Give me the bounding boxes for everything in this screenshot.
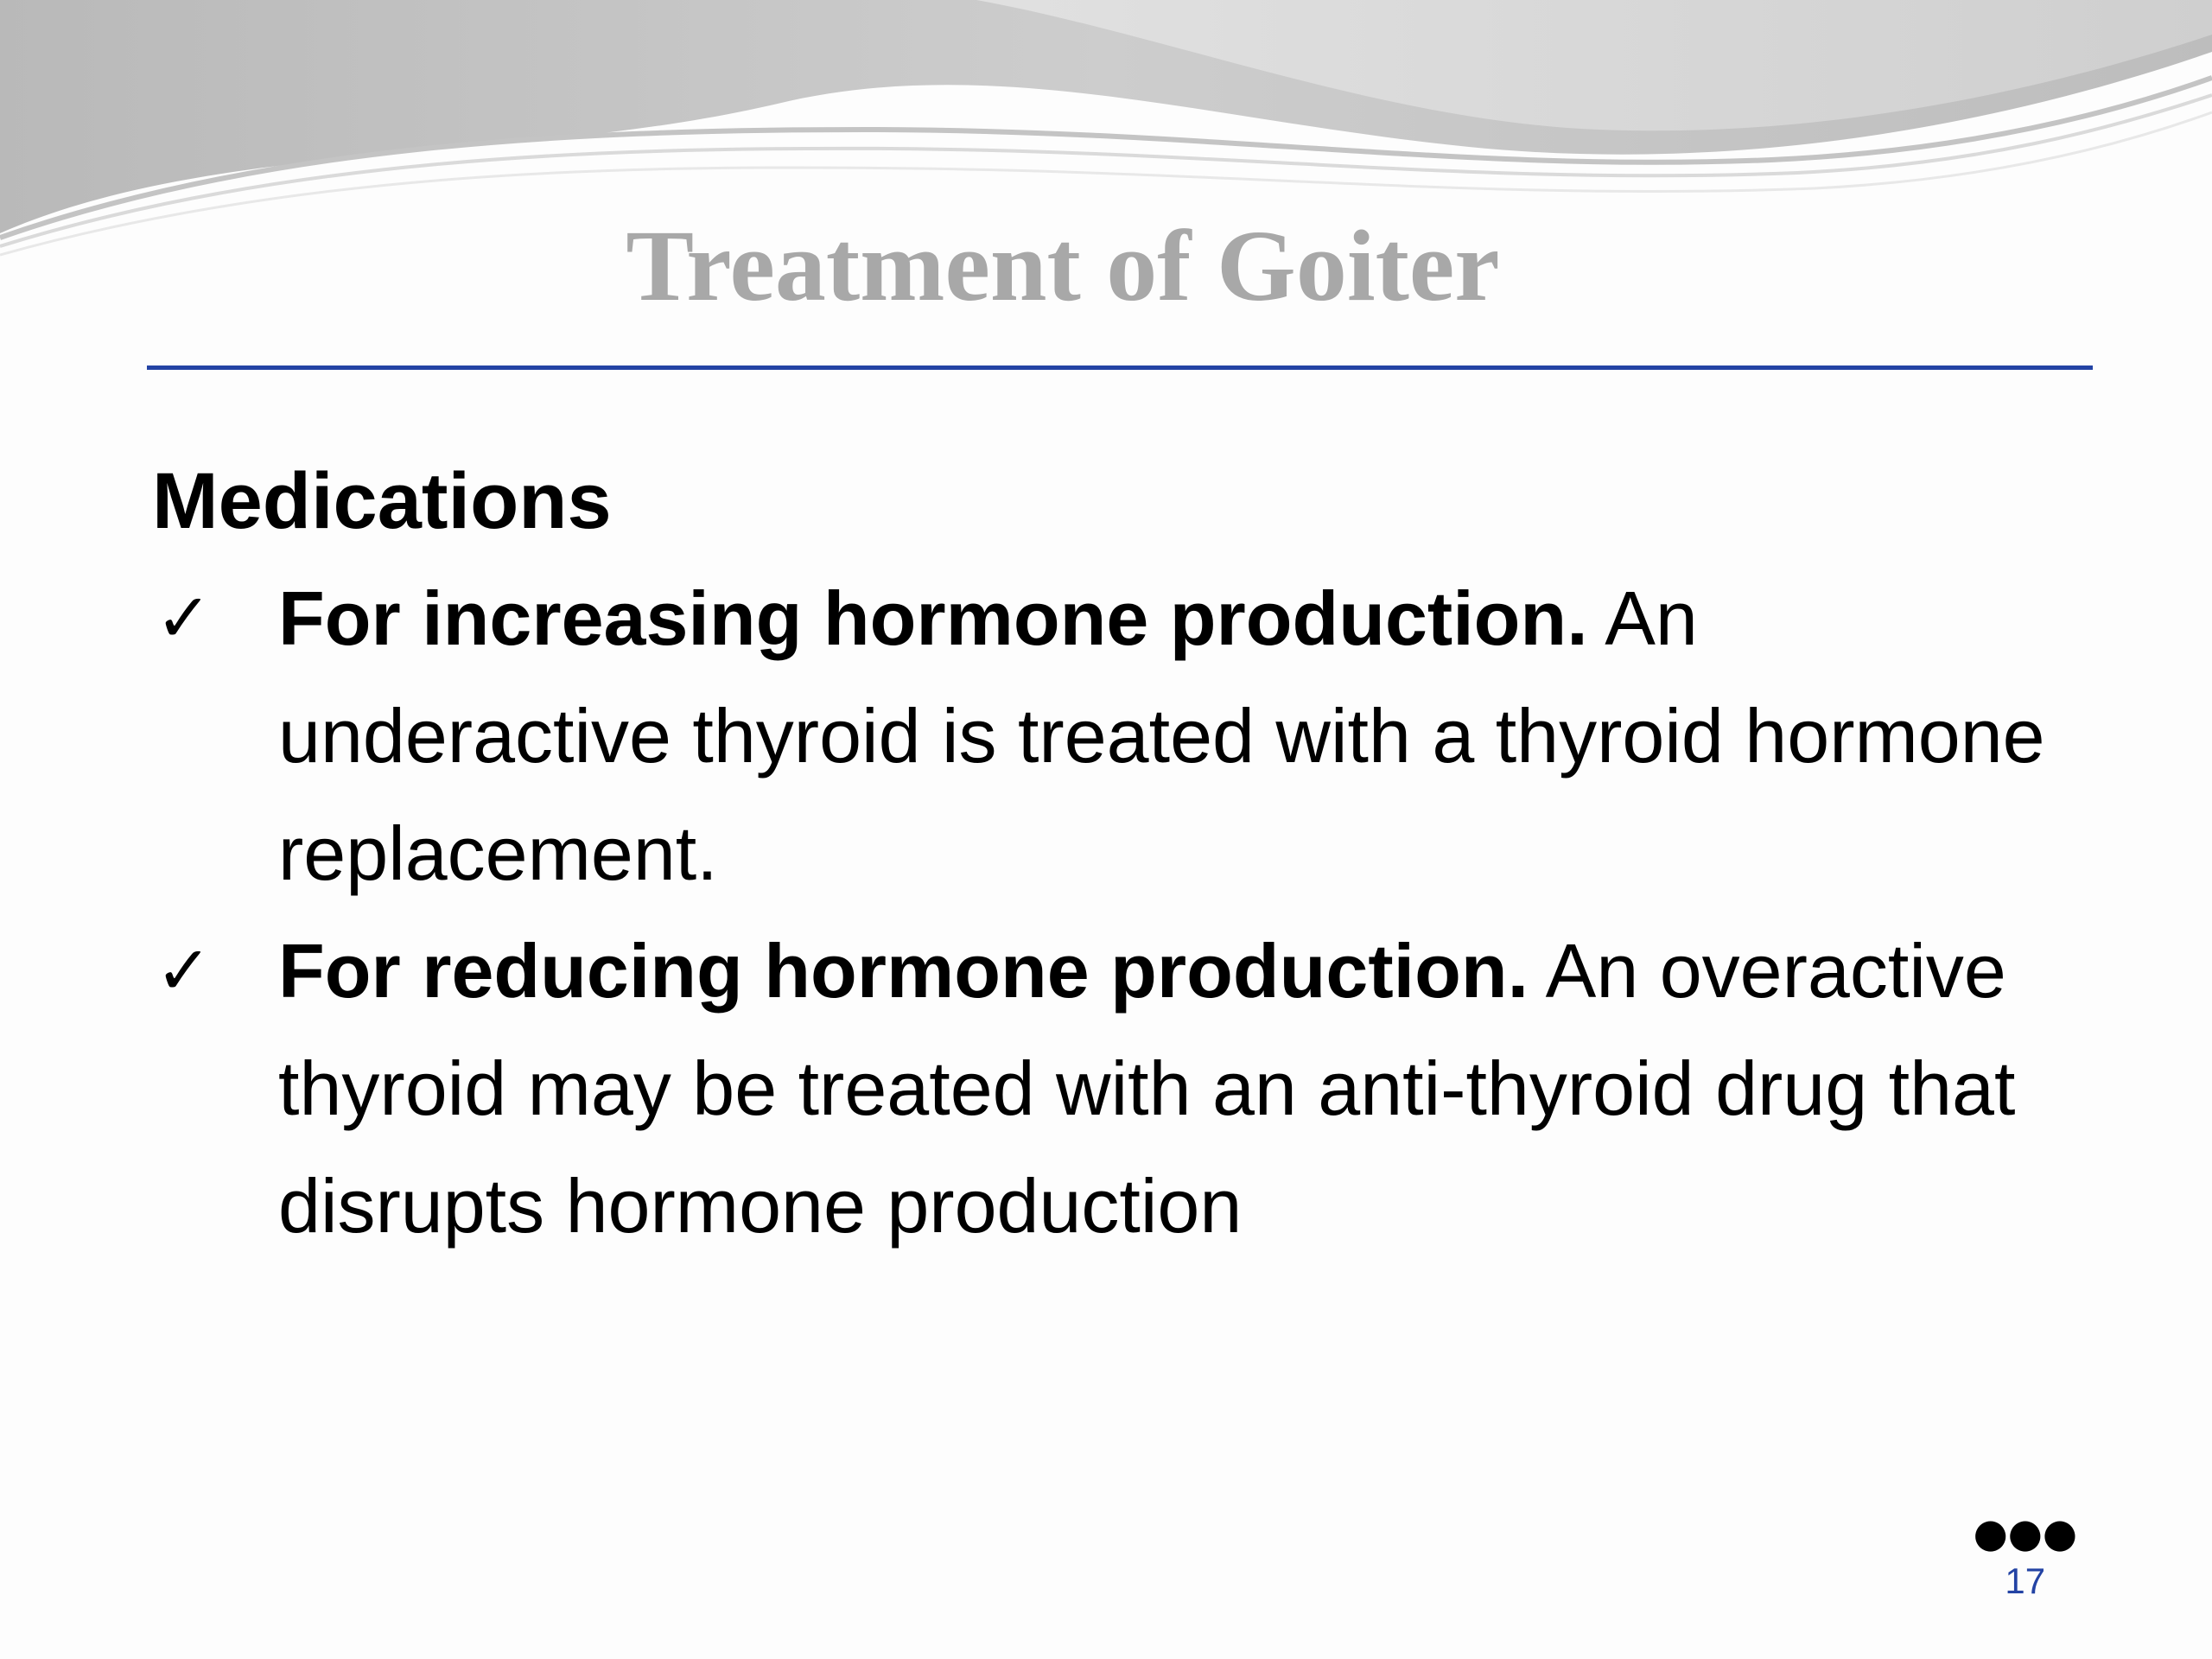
page-number: 17 [2005,1560,2046,1601]
bullet-item [152,560,2105,912]
bullet-lead: For reducing hormone production. [278,928,1529,1014]
bullet-item [152,912,2105,1265]
ellipsis-icon: ●●● [1973,1510,2077,1556]
slide-title: Treatment of Goiter [626,209,1500,322]
check-mark-icon: ✓ [156,932,213,1010]
bullet-list [152,560,2105,1265]
section-heading: Medications [152,457,612,545]
bullet-text: An underactive thyroid is treated with a thyroid hormone replacement. [278,575,2045,896]
bullet-text: An overactive thyroid may be treated with an anti-thyroid drug that disrupts hormone production [278,928,2016,1249]
bullet-lead: For increasing hormone production. [278,575,1588,661]
slide-footer [1973,1510,2077,1602]
title-divider [147,365,2093,370]
slide-content [152,442,2105,1265]
check-mark-icon: ✓ [156,580,213,658]
